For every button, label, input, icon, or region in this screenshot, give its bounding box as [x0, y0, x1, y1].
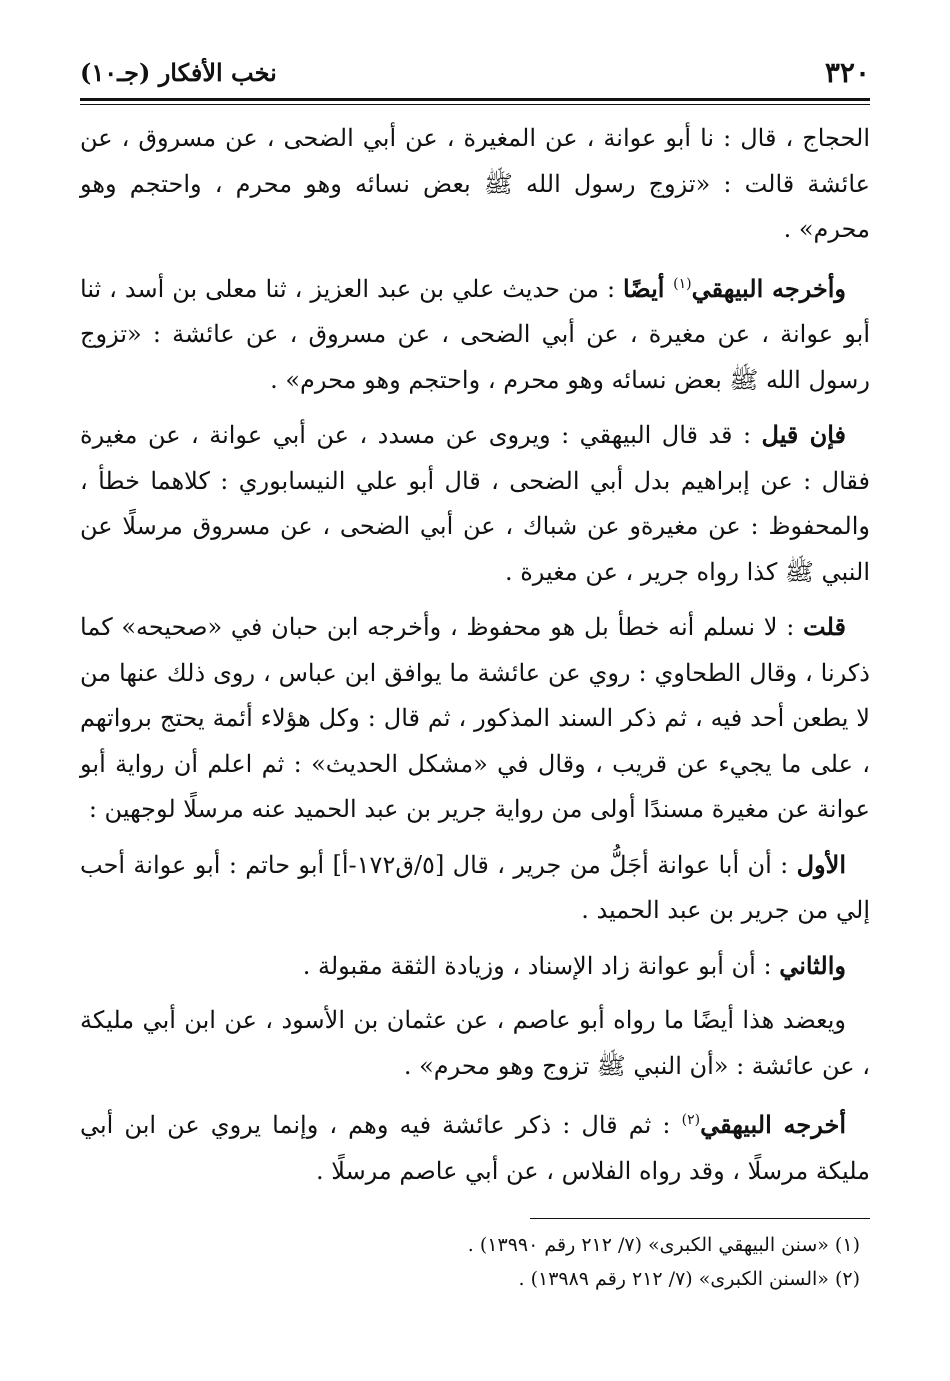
paragraph-text: ويعضد هذا أيضًا ما رواه أبو عاصم ، عن عثمان بن الأسود ، عن ابن أبي مليكة ، عن عائشة : «أن النبي ﷺ تزوج وهو محرم» .	[80, 1006, 870, 1080]
main-text	[80, 116, 870, 1203]
paragraph	[80, 1098, 870, 1194]
paragraph-lead: قلت	[803, 612, 846, 641]
paragraph-lead: وأخرجه البيهقي	[691, 273, 846, 303]
paragraph-lead: فإن قيل	[761, 420, 847, 449]
paragraph	[80, 943, 870, 990]
paragraph-text: : من حديث علي بن عبد العزيز ، ثنا معلى بن أسد ، ثنا أبو عوانة ، عن مغيرة ، عن أبي الضحى ، عن مسروق ، عن عائشة : «تزوج رسول الله ﷺ بعض نسائه وهو محرم ، واحتجم وهو محرم» .	[80, 274, 870, 394]
footnotes	[80, 1228, 860, 1296]
paragraph-lead: الأول	[796, 849, 846, 879]
book-title: نخب الأفكار (جـ١٠)	[80, 57, 277, 87]
paragraph-lead: أخرجه البيهقي	[700, 1110, 847, 1139]
paragraph	[80, 998, 870, 1089]
paragraph-lead-2: أيضًا	[622, 273, 674, 303]
paragraph-text: : لا نسلم أنه خطأ بل هو محفوظ ، وأخرجه ابن حبان في «صحيحه» كما ذكرنا ، وقال الطحاوي : روي عن عائشة ما يوافق ابن عباس ، روى ذلك عنها من لا يطعن أحد فيه ، ثم ذكر السند المذكور ، ثم قال : وكل هؤلاء أئمة يحتج برواتهم ، على ما يجيء عن قريب ، وقال في «مشكل الحديث» : ثم اعلم أن رواية أبو عوانة عن مغيرة مسندًا أولى من رواية جرير بن عبد الحميد عنه مرسلًا لوجهين :	[80, 613, 870, 823]
footnote-ref: (١)	[673, 275, 692, 292]
paragraph	[80, 842, 870, 934]
paragraph	[80, 412, 870, 595]
paragraph-text: الحجاج ، قال : نا أبو عوانة ، عن المغيرة ، عن أبي الضحى ، عن مسروق ، عن عائشة قالت : «تزوج رسول الله ﷺ بعض نسائه وهو محرم ، واحتجم وهو محرم» .	[80, 124, 870, 243]
header-rule-thin	[80, 104, 870, 105]
paragraph	[80, 116, 870, 253]
paragraph-text: : أن أبا عوانة أجَلُّ من جرير ، قال [٥/ق١٧٢-أ] أبو حاتم : أبو عوانة أحب إلي من جرير بن عبد الحميد .	[80, 850, 870, 924]
footnote: (١) «سنن البيهقي الكبرى» (٧/ ٢١٢ رقم ١٣٩٩٠) .	[467, 1234, 860, 1256]
paragraph-lead: والثاني	[779, 950, 846, 980]
paragraph-text: : قد قال البيهقي : ويروى عن مسدد ، عن أبي عوانة ، عن مغيرة فقال : عن إبراهيم بدل أبي الضحى ، قال أبو علي النيسابوري : كلاهما خطأ ، والمحفوظ : عن مغيرةو عن شباك ، عن أبي الضحى ، عن مسروق مرسلًا عن النبي ﷺ كذا رواه جرير ، عن مغيرة .	[80, 421, 870, 586]
running-header	[80, 52, 870, 92]
footnote: (٢) «السنن الكبرى» (٧/ ٢١٢ رقم ١٣٩٨٩) .	[518, 1268, 860, 1290]
paragraph	[80, 604, 870, 833]
page-number: ٣٢٠	[824, 55, 870, 89]
header-rule	[80, 98, 870, 101]
paragraph	[80, 262, 870, 404]
footnote-separator	[530, 1218, 870, 1219]
footnote-ref: (٢)	[681, 1112, 701, 1128]
paragraph-text: : ثم قال : ذكر عائشة فيه وهم ، وإنما يروي عن ابن أبي مليكة مرسلًا ، وقد رواه الفلاس ، عن أبي عاصم مرسلًا .	[80, 1111, 870, 1185]
paragraph-text: : أن أبو عوانة زاد الإسناد ، وزيادة الثقة مقبولة .	[302, 951, 780, 980]
